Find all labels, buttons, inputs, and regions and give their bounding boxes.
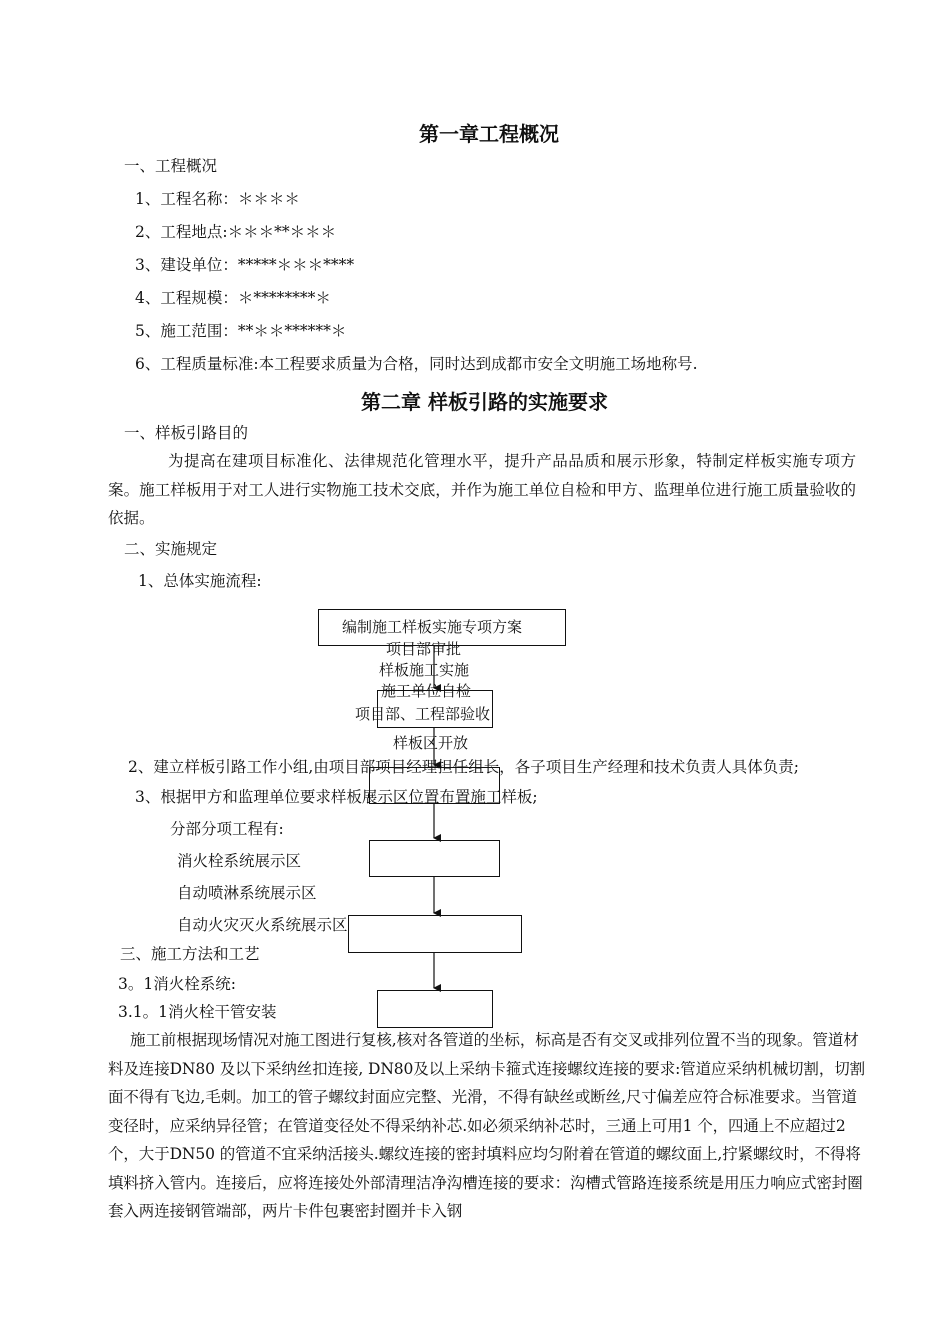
construction-paragraph: 施工前根据现场情况对施工图进行复核,核对各管道的坐标，标高是否有交叉或排列位置不当的现象。管道材料及连接DN80 及以下采纳丝扣连接, DN80及以上采纳卡箍式连接螺纹连接的要求:管道应采纳机械切割，切割面不得有飞边,毛刺。加工的管子螺纹封面应完整、光滑，不得有缺丝或断丝,尺寸偏差应符合标准要求。当管道变径时，应采纳异径管；在管道变径处不得采纳补芯.如必须采纳补芯时，三通上可用1 个，四通上不应超过2 个，大于DN50 的管道不宜采纳活接头.螺纹连接的密封填料应均匀附着在管道的螺纹面上,拧紧螺纹时，不得将填料挤入管内。连接后，应将连接处外部清理洁净沟槽连接的要求：沟槽式管路连接系统是用压力响应式密封圈套入两连接钢管端部，两片卡件包裹密封圈并卡入钢 xyxy=(108,1031,866,1220)
chapter1-section1: 一、工程概况 xyxy=(124,157,218,175)
flow-step-approval: 项目部审批 xyxy=(386,640,462,658)
project-name: 1、工程名称：＊＊＊＊ xyxy=(135,190,300,208)
chapter2-section2: 二、实施规定 xyxy=(124,540,218,558)
construction-scope: 5、施工范围：**＊＊******＊ xyxy=(135,322,347,340)
project-location: 2、工程地点:＊＊＊**＊＊＊ xyxy=(135,223,337,241)
hydrant-system-heading: 3。1消火栓系统: xyxy=(118,975,236,993)
purpose-paragraph: 为提高在建项目标准化、法律规范化管理水平，提升产品品质和展示形象，特制定样板实施专项方案。施工样板用于对工人进行实物施工技术交底，并作为施工单位自检和甲方、监理单位进行施工质量验收的依据。 xyxy=(108,452,856,527)
construction-unit: 3、建设单位：*****＊＊＊**** xyxy=(135,256,355,274)
project-scale: 4、工程规模：＊********＊ xyxy=(135,289,331,307)
flow-box-5 xyxy=(369,840,500,877)
flow-step-plan: 编制施工样板实施专项方案 xyxy=(342,618,523,636)
flow-step-selfcheck: 施工单位自检 xyxy=(381,682,472,700)
quality-standard: 6、工程质量标准:本工程要求质量为合格，同时达到成都市安全文明施工场地称号. xyxy=(135,355,698,373)
chapter2-title: 第二章 样板引路的实施要求 xyxy=(361,390,608,414)
sample-layout-line: 3、根据甲方和监理单位要求样板展示区位置布置施工样板; xyxy=(135,788,538,806)
hydrant-main-pipe-heading: 3.1。1消火栓干管安装 xyxy=(118,1003,277,1021)
flow-step-implement: 样板施工实施 xyxy=(379,661,470,679)
flow-step-acceptance: 项目部、工程部验收 xyxy=(355,705,491,723)
working-group-line: 2、建立样板引路工作小组,由项目部项目经理担任组长，各子项目生产经理和技术负责人具体负责; xyxy=(128,758,800,776)
sub-items-title: 分部分项工程有: xyxy=(170,820,284,838)
fire-extinguish-display-area: 自动火灾灭火系统展示区 xyxy=(177,916,348,934)
sprinkler-display-area: 自动喷淋系统展示区 xyxy=(177,884,317,902)
chapter2-section3: 三、施工方法和工艺 xyxy=(120,945,260,963)
overall-process-label: 1、总体实施流程: xyxy=(138,572,262,590)
flow-box-6 xyxy=(348,915,522,953)
hydrant-display-area: 消火栓系统展示区 xyxy=(177,852,302,870)
chapter1-title: 第一章工程概况 xyxy=(419,122,559,146)
chapter2-section1: 一、样板引路目的 xyxy=(124,424,249,442)
flow-box-7 xyxy=(377,990,493,1028)
flow-step-open: 样板区开放 xyxy=(393,734,469,752)
